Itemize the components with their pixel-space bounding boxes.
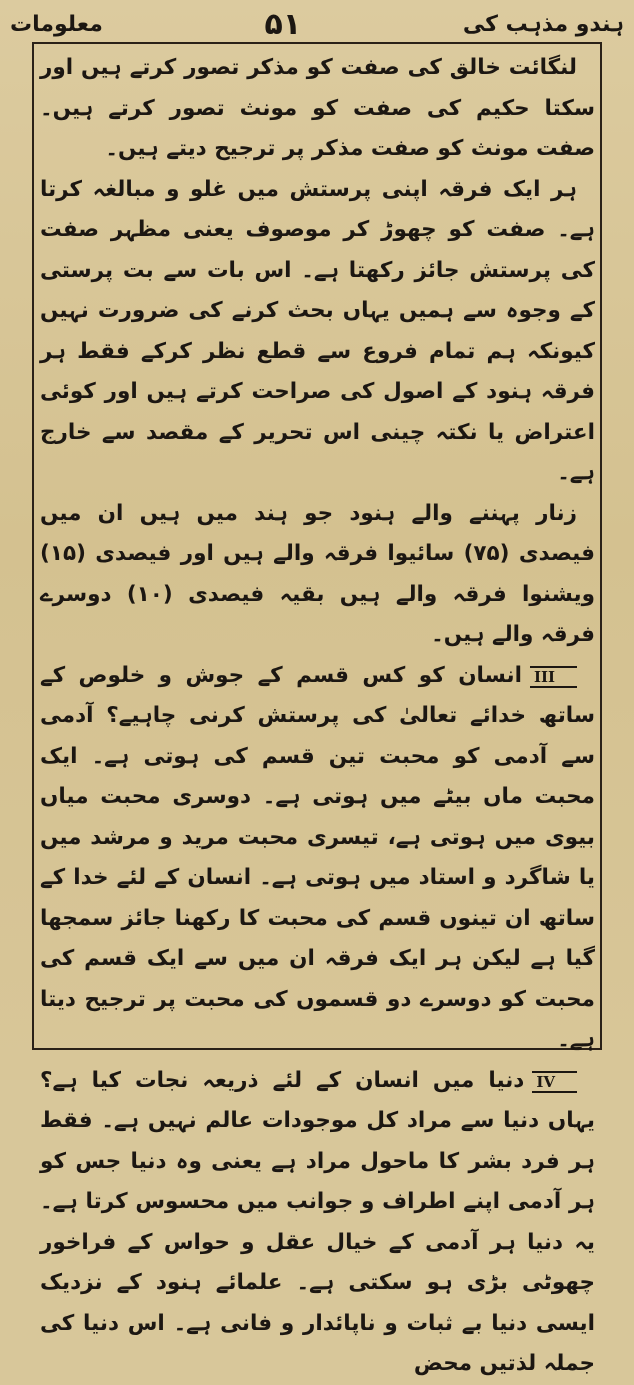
page-number: ۵۱: [264, 6, 302, 42]
paragraph: زنار پہننے والے ہنود جو ہند میں ہیں ان میں فیصدی (۷۵) سائیوا فرقہ والے ہیں اور فیصدی (۱۵) ویشنوا فرقہ والے ہیں بقیہ فیصدی (۱۰) دوسرے فرقہ والے ہیں۔: [40, 500, 595, 647]
paragraph: لنگائت خالق کی صفت کو مذکر تصور کرتے ہیں اور سکتا حکیم کی صفت کو مونث تصور کرتے ہیں۔ صفت مونث کو صفت مذکر پر ترجیح دیتے ہیں۔: [40, 55, 595, 161]
paragraph: ہر ایک فرقہ اپنی پرستش میں غلو و مبالغہ کرتا ہے۔ صفت کو چھوڑ کر موصوف یعنی مظہر صفت کی پرستش جائز رکھتا ہے۔ اس بات سے بت پرستی کے وجوہ سے ہمیں یہاں بحث کرنے کی ضرورت نہیں کیونکہ ہم تمام فروع سے قطع نظر کرکے فقط ہر فرقہ ہنود کے اصول کی صراحت کرتے ہیں اور کوئی اعتراض یا نکتہ چینی اس تحریر کے مقصد سے خارج ہے۔: [40, 176, 595, 485]
section-numeral: III: [530, 666, 577, 688]
running-title-left: معلومات: [10, 11, 103, 37]
running-title-right: ہندو مذہب کی: [462, 11, 624, 37]
section-paragraph: [40, 656, 595, 1061]
section-paragraph: [40, 1061, 595, 1385]
page-header: [10, 4, 624, 44]
section-text: دنیا میں انسان کے لئے ذریعہ نجات کیا ہے؟ یہاں دنیا سے مراد کل موجودات عالم نہیں ہے۔ فقط ہر فرد بشر کا ماحول مراد ہے یعنی وہ دنیا جس کو ہر آدمی اپنے اطراف و جوانب میں محسوس کرتا ہے۔ یہ دنیا ہر آدمی کے خیال عقل و حواس کے فراخور چھوٹی بڑی ہو سکتی ہے۔ علمائے ہنود کے نزدیک ایسی دنیا بے ثبات و ناپائدار و فانی ہے۔ اس دنیا کی جملہ لذتیں محض: [40, 1067, 595, 1376]
section-numeral: IV: [532, 1071, 577, 1093]
section-text: انسان کو کس قسم کے جوش و خلوص کے ساتھ خدائے تعالیٰ کی پرستش کرنی چاہیے؟ آدمی سے آدمی کو محبت تین قسم کی ہوتی ہے۔ ایک محبت ماں بیٹے میں ہوتی ہے۔ دوسری محبت میاں بیوی میں ہوتی ہے، تیسری محبت مرید و مرشد میں یا شاگرد و استاد میں ہوتی ہے۔ انسان کے لئے خدا کے ساتھ ان تینوں قسم کی محبت کا رکھنا جائز سمجھا گیا ہے لیکن ہر ایک فرقہ ان میں سے ایک قسم کی محبت کو دوسرے دو قسموں کی محبت پر ترجیح دیتا ہے۔: [40, 662, 595, 1052]
body-text: [40, 48, 595, 1376]
